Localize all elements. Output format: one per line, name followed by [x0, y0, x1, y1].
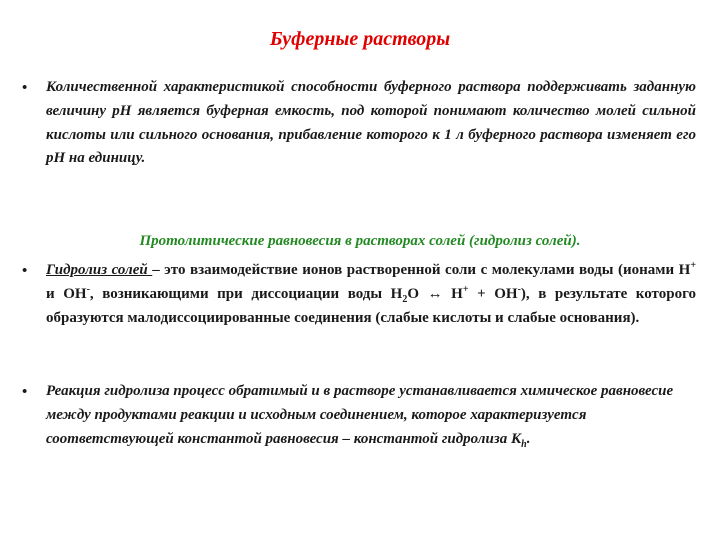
bullet-2: •	[22, 263, 28, 279]
text-run: Реакция гидролиза процесс обратимый и в растворе устанавливается химическое равновесие между продуктами реакции и исходным соединением, которое характеризуется соответствующей константой равновесия – константой гидролиза К	[46, 383, 674, 447]
text-run: – это взаимодействие ионов растворенной соли с молекулами воды (ионами Н	[152, 262, 691, 278]
text-run: О ↔ Н	[407, 285, 463, 302]
superscript: +	[690, 260, 697, 271]
text-run: ), в результате которого образуются малодиссоциированные соединения (слабые кислоты и слабые основания).	[46, 285, 697, 326]
superscript: -	[86, 283, 90, 295]
text-run: .	[526, 430, 531, 447]
subscript: h	[521, 438, 527, 450]
bullet-3: •	[22, 384, 28, 400]
text-run: + ОН	[468, 285, 518, 302]
bullet-1: •	[22, 80, 28, 96]
subscript: 2	[402, 293, 408, 305]
section-subheading: Протолитические равновесия в растворах солей (гидролиз солей).	[139, 233, 581, 249]
text-run: и ОН	[46, 285, 87, 302]
hydrolysis-term: Гидролиз солей	[46, 262, 153, 278]
slide-title: Буферные растворы	[269, 28, 451, 50]
text-run: , возникающими при диссоциации воды Н	[89, 285, 403, 302]
superscript: -	[517, 283, 521, 295]
paragraph-hydrolysis-equilibrium	[46, 380, 696, 451]
paragraph-hydrolysis-definition	[46, 259, 696, 330]
superscript: +	[462, 283, 469, 295]
paragraph-buffer-capacity: Количественной характеристикой способности буферного раствора поддерживать заданную величину рН является буферная емкость, под которой понимают количество молей сильной кислоты или сильного основания, прибавление которого к 1 л буферного раствора изменяет его рН на единицу.	[46, 79, 696, 167]
